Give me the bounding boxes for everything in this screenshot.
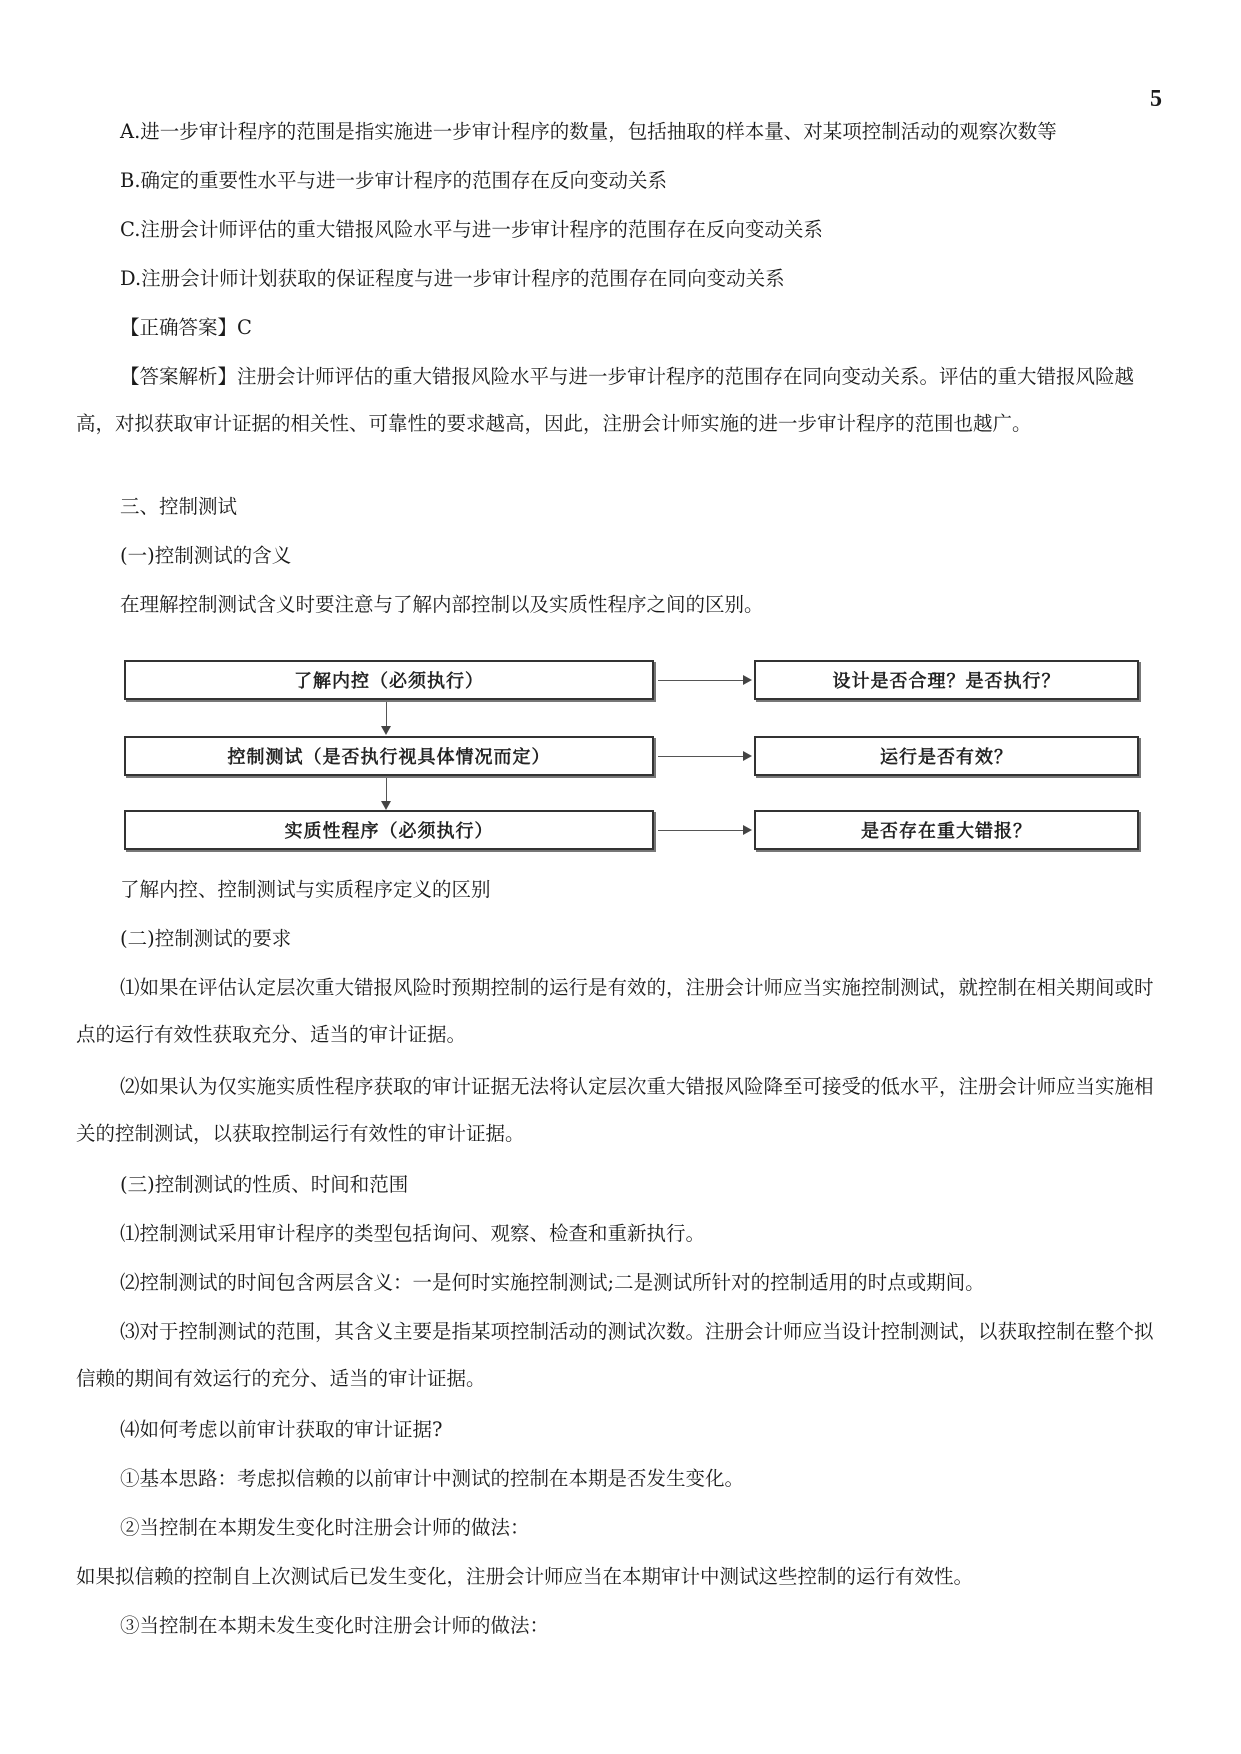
arrow-down-2 [386,778,387,808]
subsection-heading-1: (一)控制测试的含义 [120,544,292,567]
unchanged-control-heading: ③当控制在本期未发生变化时注册会计师的做法： [120,1614,550,1637]
requirement-2: ⑵如果认为仅实施实质性程序获取的审计证据无法将认定层次重大错报风险降至可接受的低水平，注册会计师应当实施相关的控制测试，以获取控制运行有效性的审计证据。 [76,1075,1154,1145]
flow-box-effectiveness-question: 运行是否有效？ [754,736,1139,776]
nature-item-4: ⑷如何考虑以前审计获取的审计证据? [120,1418,443,1441]
changed-control-text: 如果拟信赖的控制自上次测试后已发生变化，注册会计师应当在本期审计中测试这些控制的运行有效性。 [76,1565,974,1588]
control-test-flowchart [124,656,1139,856]
requirement-1: ⑴如果在评估认定层次重大错报风险时预期控制的运行是有效的，注册会计师应当实施控制测试，就控制在相关期间或时点的运行有效性获取充分、适当的审计证据。 [76,976,1154,1046]
flow-box-control-testing: 控制测试（是否执行视具体情况而定） [124,736,654,776]
correct-answer: 【正确答案】C [120,316,252,339]
flowchart-caption: 了解内控、控制测试与实质程序定义的区别 [120,878,491,901]
flow-box-misstatement-question: 是否存在重大错报？ [754,810,1139,850]
option-a: A.进一步审计程序的范围是指实施进一步审计程序的数量，包括抽取的样本量、对某项控制活动的观察次数等 [120,120,1057,143]
nature-item-1: ⑴控制测试采用审计程序的类型包括询问、观察、检查和重新执行。 [120,1222,706,1245]
option-d: D.注册会计师计划获取的保证程度与进一步审计程序的范围存在同向变动关系 [120,267,785,290]
basic-approach: ①基本思路：考虑拟信赖的以前审计中测试的控制在本期是否发生变化。 [120,1467,745,1490]
option-c: C.注册会计师评估的重大错报风险水平与进一步审计程序的范围存在反向变动关系 [120,218,823,241]
arrow-right-1 [658,680,750,681]
subsection-heading-3: (三)控制测试的性质、时间和范围 [120,1173,409,1196]
arrow-right-3 [658,830,750,831]
arrow-right-2 [658,756,750,757]
nature-item-3: ⑶对于控制测试的范围，其含义主要是指某项控制活动的测试次数。注册会计师应当设计控制测试，以获取控制在整个拟信赖的期间有效运行的充分、适当的审计证据。 [76,1320,1154,1390]
option-b: B.确定的重要性水平与进一步审计程序的范围存在反向变动关系 [120,169,668,192]
arrow-down-1 [386,702,387,733]
changed-control-heading: ②当控制在本期发生变化时注册会计师的做法： [120,1516,530,1539]
section-heading: 三、控制测试 [120,495,238,518]
intro-paragraph: 在理解控制测试含义时要注意与了解内部控制以及实质性程序之间的区别。 [120,593,764,616]
subsection-heading-2: (二)控制测试的要求 [120,927,292,950]
flow-box-understand-controls: 了解内控（必须执行） [124,660,654,700]
flow-box-design-question: 设计是否合理？是否执行？ [754,660,1139,700]
answer-explanation: 【答案解析】注册会计师评估的重大错报风险水平与进一步审计程序的范围存在同向变动关系。评估的重大错报风险越高，对拟获取审计证据的相关性、可靠性的要求越高，因此，注册会计师实施的进一步审计程序的范围也越广。 [76,365,1135,435]
flow-box-substantive-procedures: 实质性程序（必须执行） [124,810,654,850]
page-number: 5 [1150,86,1162,112]
nature-item-2: ⑵控制测试的时间包含两层含义：一是何时实施控制测试;二是测试所针对的控制适用的时点或期间。 [120,1271,985,1294]
